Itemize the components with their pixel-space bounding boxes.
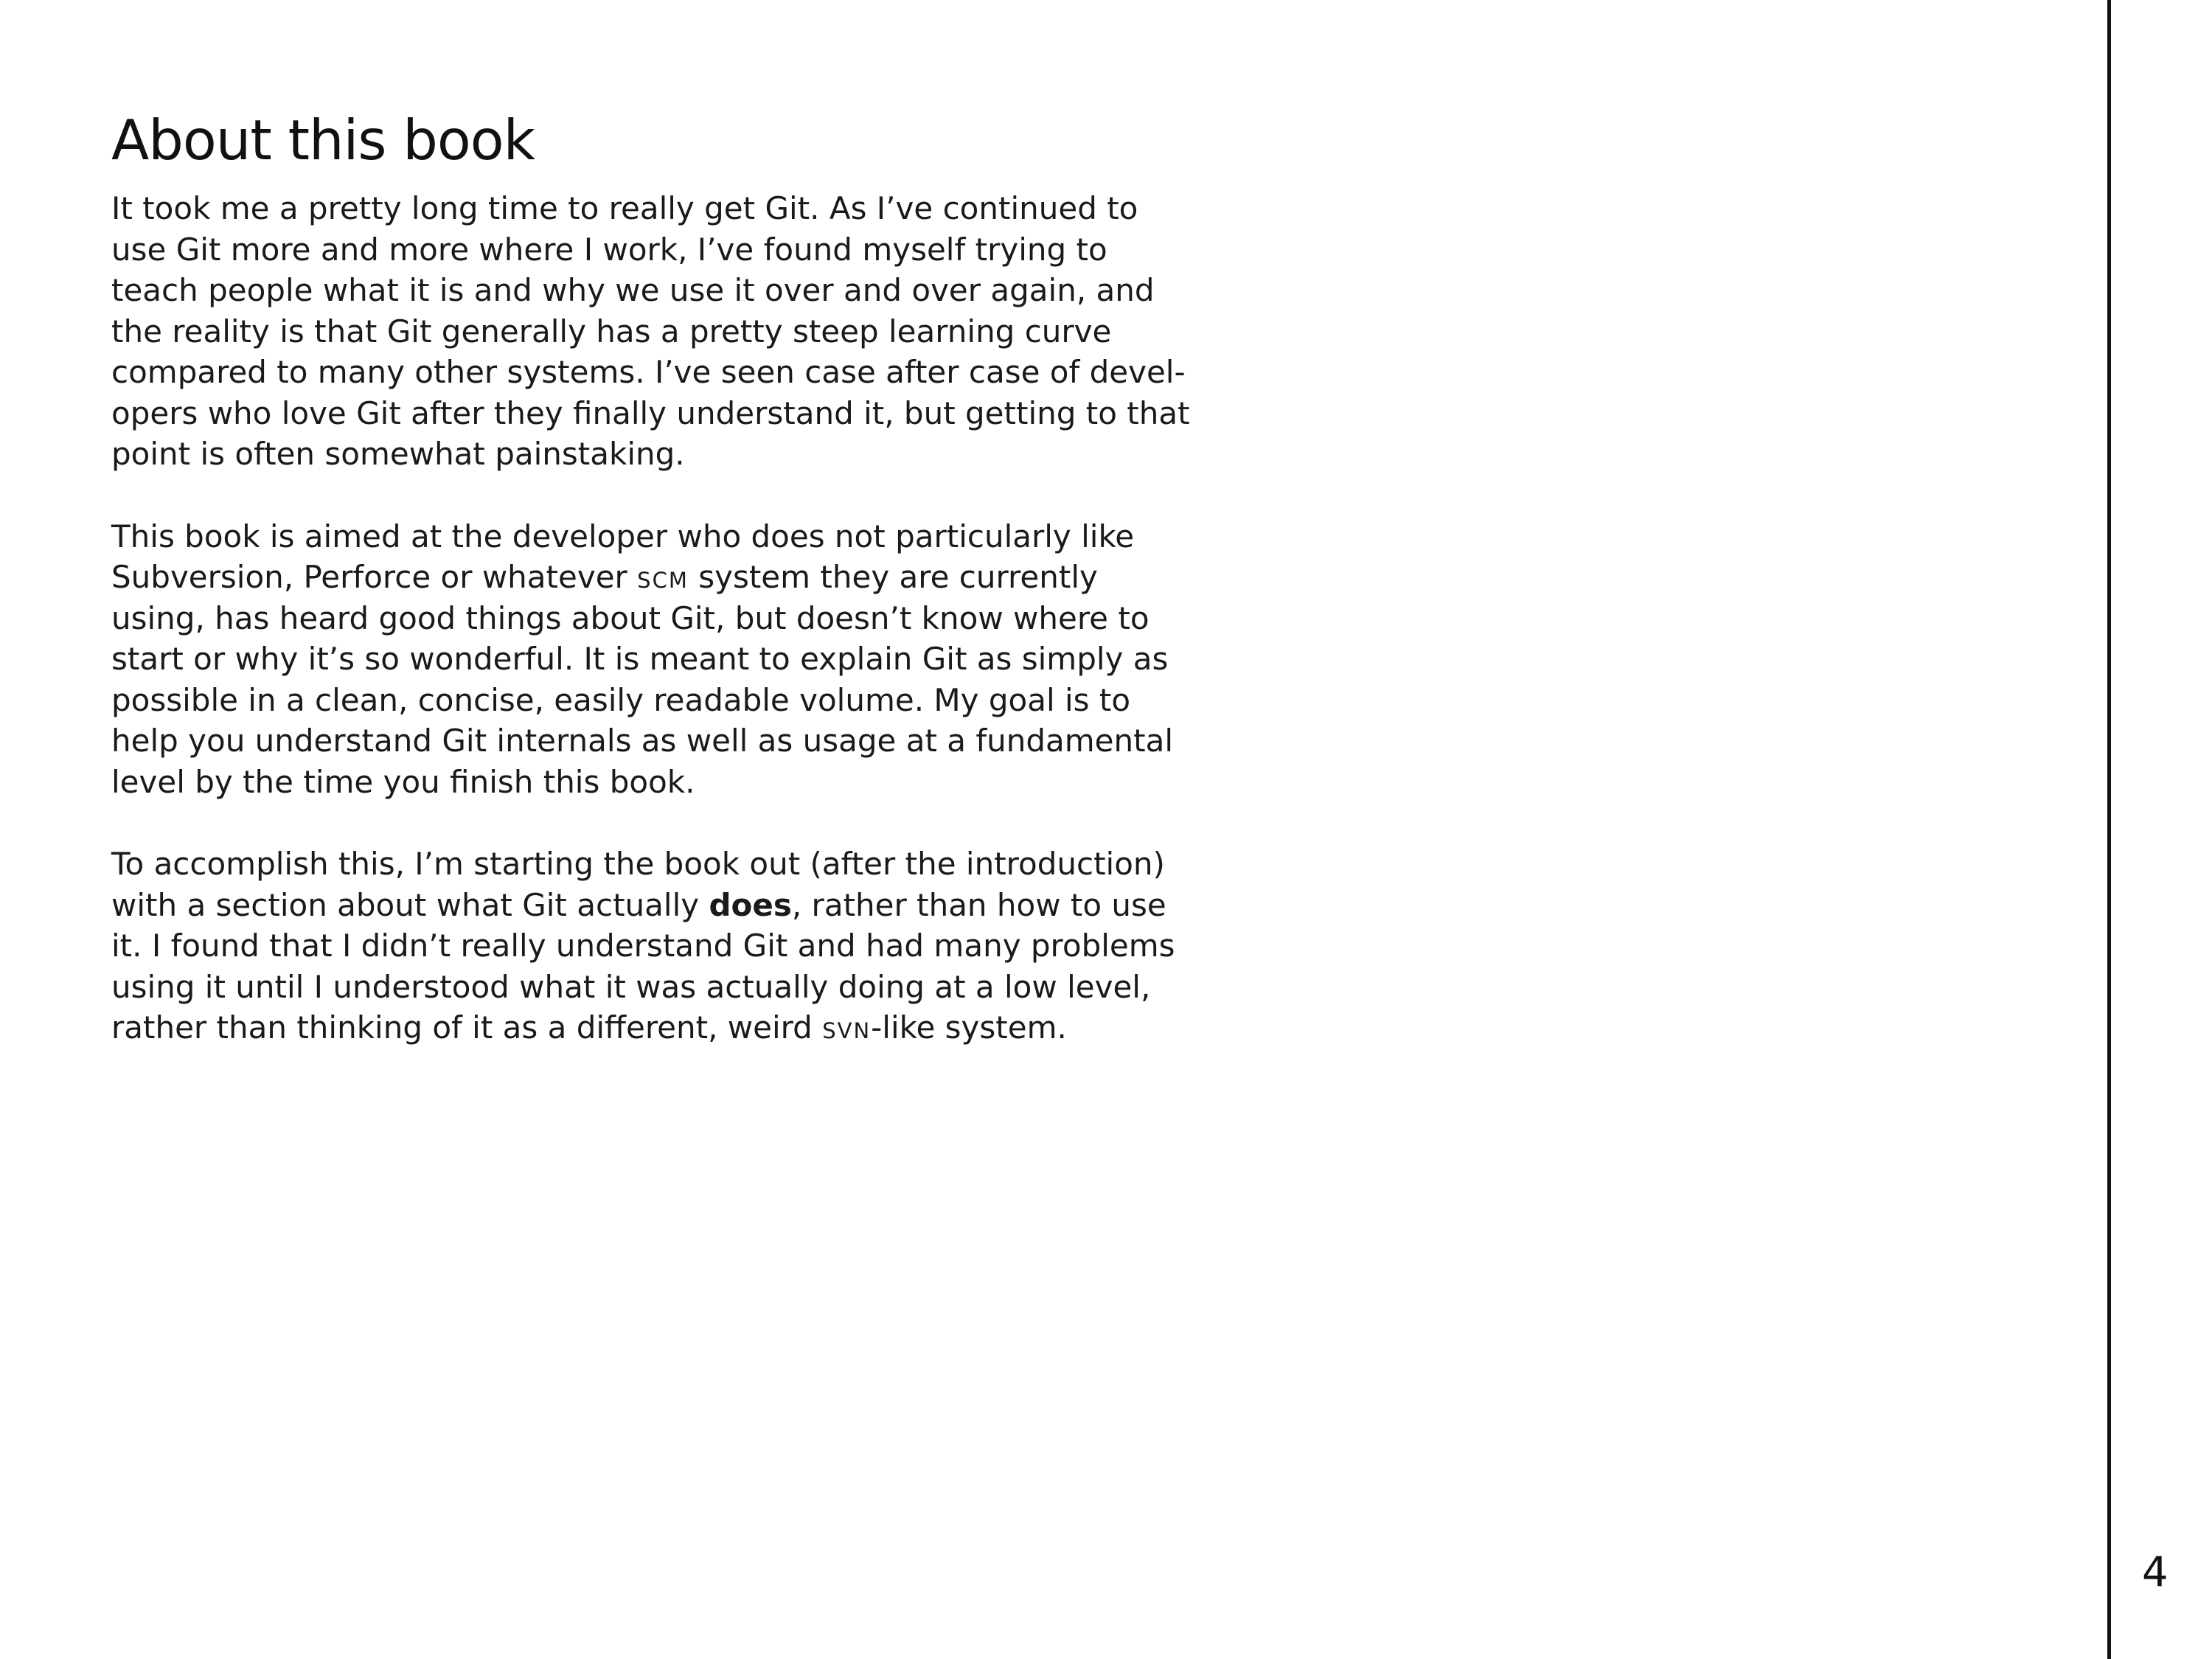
line-text-after: -like system. xyxy=(871,1009,1067,1046)
paragraph-2 xyxy=(111,516,1188,803)
paragraph-line: compared to many other systems. I’ve seen case after case of devel- xyxy=(111,354,1186,390)
paragraph-line: To accomplish this, I’m starting the book out (after the introduction) xyxy=(111,846,1165,882)
paragraph-line: possible in a clean, concise, easily readable volume. My goal is to xyxy=(111,681,1131,718)
paragraph-line: teach people what it is and why we use it over and over again, and xyxy=(111,272,1155,308)
paragraph-line xyxy=(111,557,1188,598)
paragraph-line: help you understand Git internals as well as usage at a fundamental xyxy=(111,723,1174,759)
paragraph-line: opers who love Git after they finally understand it, but getting to that xyxy=(111,394,1190,431)
paragraph-line: the reality is that Git generally has a pretty steep learning curve xyxy=(111,313,1112,349)
paragraph-line xyxy=(111,1007,1188,1048)
paragraph-3 xyxy=(111,844,1188,1048)
line-text-after: , rather than how to use xyxy=(791,886,1166,923)
paragraph-line: using it until I understood what it was actually doing at a low level, xyxy=(111,968,1151,1005)
paragraph-line: it. I found that I didn’t really understand Git and had many problems xyxy=(111,928,1175,964)
line-text-before: rather than thinking of it as a different, weird xyxy=(111,1009,823,1046)
line-text-after: system they are currently xyxy=(688,559,1098,595)
scm-smallcaps-term: scm xyxy=(637,559,689,595)
svn-smallcaps-term: svn xyxy=(822,1009,872,1046)
paragraph-line: It took me a pretty long time to really get Git. As I’ve continued to xyxy=(111,190,1138,226)
page-number: 4 xyxy=(2142,1548,2168,1596)
paragraph-line xyxy=(111,885,1188,926)
paragraph-line: level by the time you finish this book. xyxy=(111,763,695,800)
paragraph-line: using, has heard good things about Git, but doesn’t know where to xyxy=(111,599,1150,636)
page-edge-divider xyxy=(2107,0,2111,1659)
paragraph-line: start or why it’s so wonderful. It is meant to explain Git as simply as xyxy=(111,641,1169,677)
page-content xyxy=(111,100,1188,1048)
page-title: About this book xyxy=(111,108,535,173)
paragraph-line: use Git more and more where I work, I’ve found myself trying to xyxy=(111,231,1107,268)
paragraph-1 xyxy=(111,188,1188,475)
paragraph-line: point is often somewhat painstaking. xyxy=(111,436,685,472)
line-text-before: Subversion, Perforce or whatever xyxy=(111,559,638,595)
line-text-before: with a section about what Git actually xyxy=(111,886,709,923)
paragraph-line: This book is aimed at the developer who does not particularly like xyxy=(111,518,1135,554)
bold-emphasis-does: does xyxy=(709,886,792,923)
